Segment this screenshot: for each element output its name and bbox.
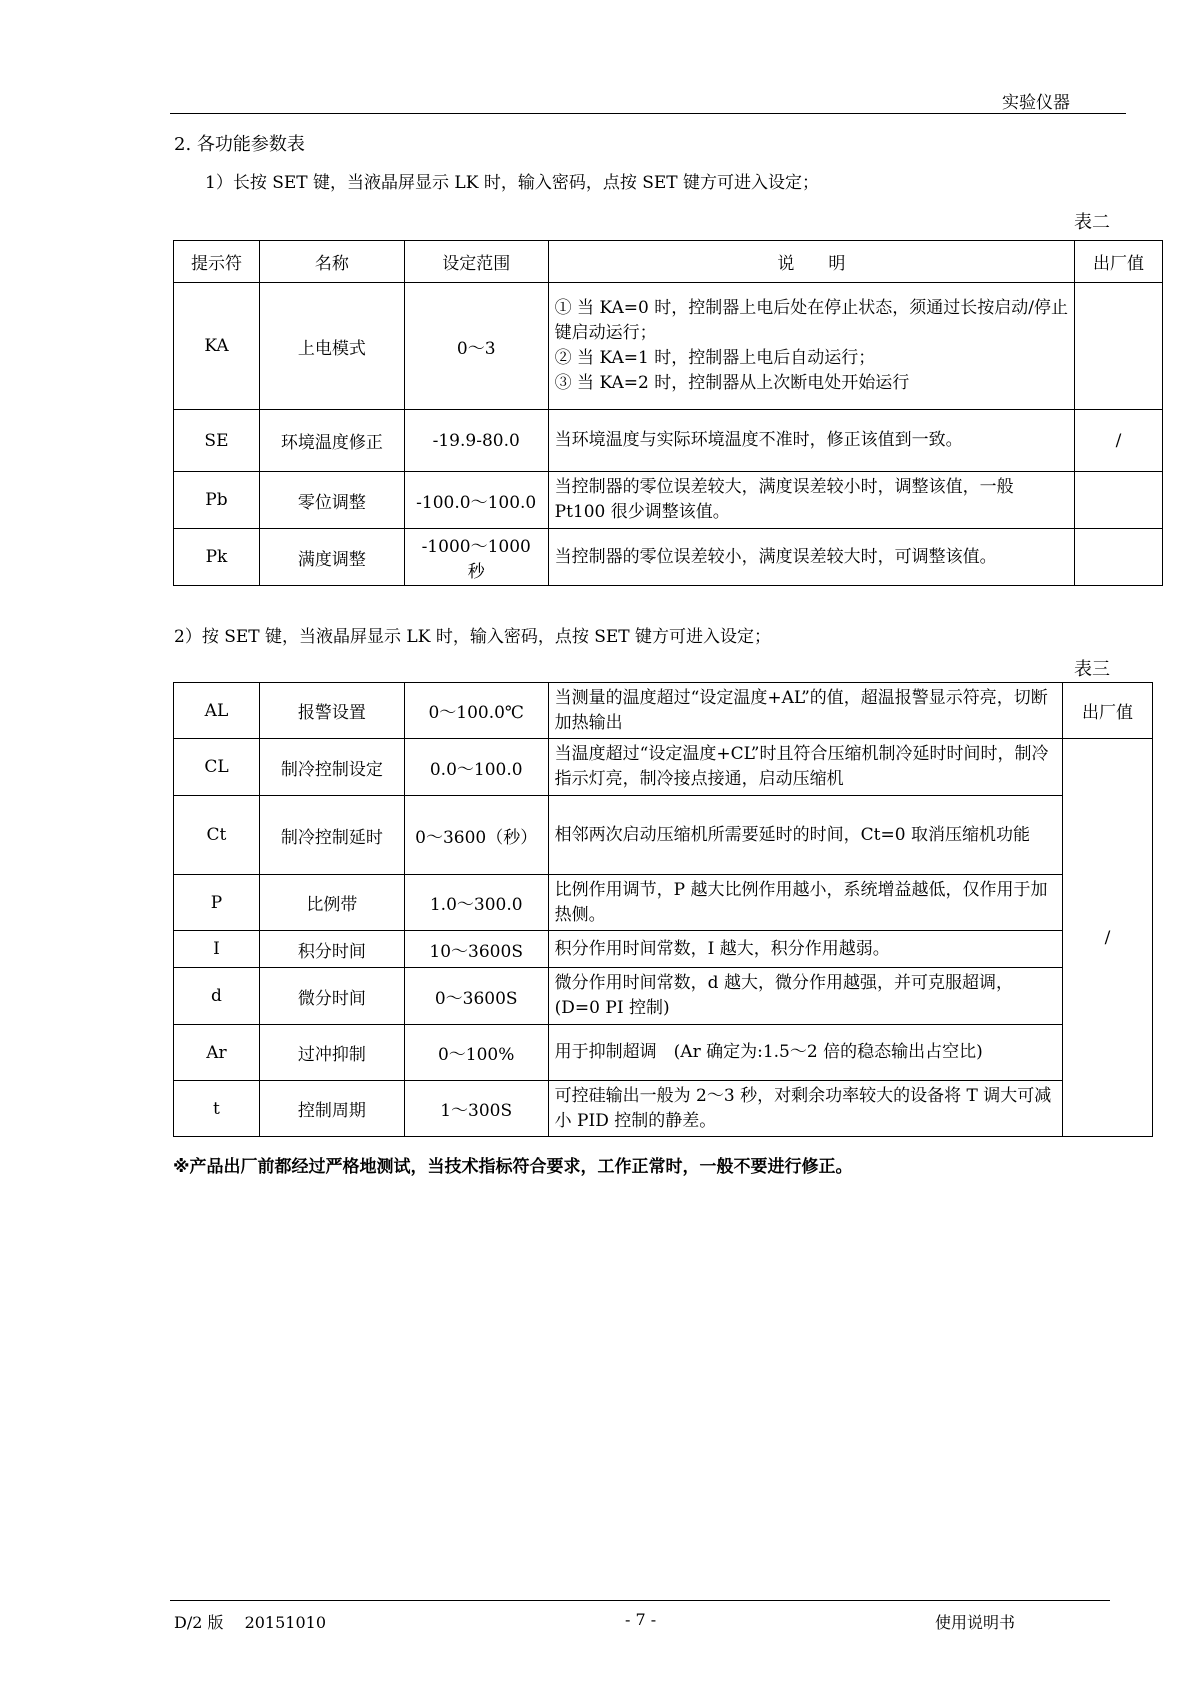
param-range: 0～100% bbox=[404, 1025, 548, 1081]
desc-line: ① 当 KA=0 时，控制器上电后处在停止状态，须通过长按启动/停止键启动运行； bbox=[554, 298, 1068, 343]
parameter-table-3 bbox=[173, 682, 1153, 1137]
table-header-row bbox=[174, 241, 1163, 283]
param-code: Ct bbox=[174, 796, 260, 875]
param-code: P bbox=[174, 875, 260, 931]
param-desc: 可控硅输出一般为 2～3 秒，对剩余功率较大的设备将 T 调大可减小 PID 控制的静差。 bbox=[548, 1081, 1062, 1137]
table-row bbox=[174, 683, 1153, 739]
instruction-2: 2）按 SET 键，当液晶屏显示 LK 时，输入密码，点按 SET 键方可进入设定； bbox=[174, 627, 772, 647]
param-name: 制冷控制延时 bbox=[259, 796, 404, 875]
default-value: / bbox=[1063, 739, 1153, 1137]
param-code: d bbox=[174, 968, 260, 1025]
param-code: CL bbox=[174, 739, 260, 796]
table-row bbox=[174, 796, 1153, 875]
footer-version: D/2 版 20151010 bbox=[174, 1613, 327, 1632]
param-range: -19.9-80.0 bbox=[404, 410, 548, 472]
table-row bbox=[174, 931, 1153, 968]
param-default bbox=[1075, 283, 1163, 410]
param-code: KA bbox=[174, 283, 260, 410]
param-name: 零位调整 bbox=[259, 472, 404, 529]
param-desc: 微分作用时间常数，d 越大，微分作用越强，并可克服超调，(D=0 PI 控制) bbox=[548, 968, 1062, 1025]
table-row bbox=[174, 472, 1163, 529]
param-desc: 用于抑制超调 (Ar 确定为:1.5～2 倍的稳态输出占空比) bbox=[548, 1025, 1062, 1081]
header-desc: 说 明 bbox=[548, 241, 1074, 283]
param-name: 比例带 bbox=[259, 875, 404, 931]
param-desc: 当控制器的零位误差较大，满度误差较小时，调整该值，一般 Pt100 很少调整该值。 bbox=[548, 472, 1074, 529]
param-range: 0～3 bbox=[404, 283, 548, 410]
instruction-1: 1）长按 SET 键，当液晶屏显示 LK 时，输入密码，点按 SET 键方可进入设定； bbox=[205, 173, 820, 193]
param-code: SE bbox=[174, 410, 260, 472]
param-name: 上电模式 bbox=[259, 283, 404, 410]
param-default: / bbox=[1075, 410, 1163, 472]
param-code: Ar bbox=[174, 1025, 260, 1081]
table-row bbox=[174, 968, 1153, 1025]
param-desc: 相邻两次启动压缩机所需要延时的时间，Ct=0 取消压缩机功能 bbox=[548, 796, 1062, 875]
param-desc: 积分作用时间常数，I 越大，积分作用越弱。 bbox=[548, 931, 1062, 968]
table-row bbox=[174, 1081, 1153, 1137]
param-range: 1～300S bbox=[404, 1081, 548, 1137]
param-name: 环境温度修正 bbox=[259, 410, 404, 472]
param-name: 微分时间 bbox=[259, 968, 404, 1025]
param-desc bbox=[548, 283, 1074, 410]
param-range: 0～3600S bbox=[404, 968, 548, 1025]
table-row bbox=[174, 529, 1163, 586]
table-row bbox=[174, 739, 1153, 796]
section-title: 2. 各功能参数表 bbox=[174, 134, 305, 155]
param-code: AL bbox=[174, 683, 260, 739]
footer-doc-title: 使用说明书 bbox=[935, 1613, 1016, 1632]
table-row bbox=[174, 410, 1163, 472]
parameter-table-2 bbox=[173, 240, 1163, 586]
param-name: 积分时间 bbox=[259, 931, 404, 968]
param-default bbox=[1075, 529, 1163, 586]
param-range: 10～3600S bbox=[404, 931, 548, 968]
param-name: 满度调整 bbox=[259, 529, 404, 586]
param-name: 控制周期 bbox=[259, 1081, 404, 1137]
table3-label: 表三 bbox=[1074, 659, 1110, 680]
param-range: 1.0～300.0 bbox=[404, 875, 548, 931]
header-default: 出厂值 bbox=[1075, 241, 1163, 283]
param-range: 0.0～100.0 bbox=[404, 739, 548, 796]
header-title: 实验仪器 bbox=[1002, 93, 1070, 113]
header-divider bbox=[170, 113, 1126, 114]
param-desc: 当控制器的零位误差较小，满度误差较大时，可调整该值。 bbox=[548, 529, 1074, 586]
footer-divider bbox=[170, 1600, 1110, 1601]
param-desc: 比例作用调节，P 越大比例作用越小，系统增益越低，仅作用于加热侧。 bbox=[548, 875, 1062, 931]
table2-label: 表二 bbox=[1074, 212, 1110, 233]
param-name: 报警设置 bbox=[259, 683, 404, 739]
param-desc: 当测量的温度超过“设定温度+AL”的值，超温报警显示符亮，切断加热输出 bbox=[548, 683, 1062, 739]
desc-line: ② 当 KA=1 时，控制器上电后自动运行； bbox=[554, 348, 876, 368]
param-code: t bbox=[174, 1081, 260, 1137]
param-name: 制冷控制设定 bbox=[259, 739, 404, 796]
header-code: 提示符 bbox=[174, 241, 260, 283]
param-range: -1000～1000 秒 bbox=[404, 529, 548, 586]
param-code: Pk bbox=[174, 529, 260, 586]
param-name: 过冲抑制 bbox=[259, 1025, 404, 1081]
desc-line: ③ 当 KA=2 时，控制器从上次断电处开始运行 bbox=[554, 373, 910, 393]
table-row bbox=[174, 875, 1153, 931]
table-row bbox=[174, 283, 1163, 410]
header-range: 设定范围 bbox=[404, 241, 548, 283]
param-range: -100.0～100.0 bbox=[404, 472, 548, 529]
param-default bbox=[1075, 472, 1163, 529]
param-code: Pb bbox=[174, 472, 260, 529]
param-range: 0～3600（秒） bbox=[404, 796, 548, 875]
param-code: I bbox=[174, 931, 260, 968]
factory-note: ※产品出厂前都经过严格地测试，当技术指标符合要求，工作正常时，一般不要进行修正。 bbox=[173, 1157, 853, 1177]
header-name: 名称 bbox=[259, 241, 404, 283]
param-desc: 当环境温度与实际环境温度不准时，修正该值到一致。 bbox=[548, 410, 1074, 472]
table-row bbox=[174, 1025, 1153, 1081]
param-range: 0～100.0℃ bbox=[404, 683, 548, 739]
param-desc: 当温度超过“设定温度+CL”时且符合压缩机制冷延时时间时，制冷指示灯亮，制冷接点接通，启动压缩机 bbox=[548, 739, 1062, 796]
default-header: 出厂值 bbox=[1063, 683, 1153, 739]
page-number: - 7 - bbox=[625, 1610, 657, 1629]
